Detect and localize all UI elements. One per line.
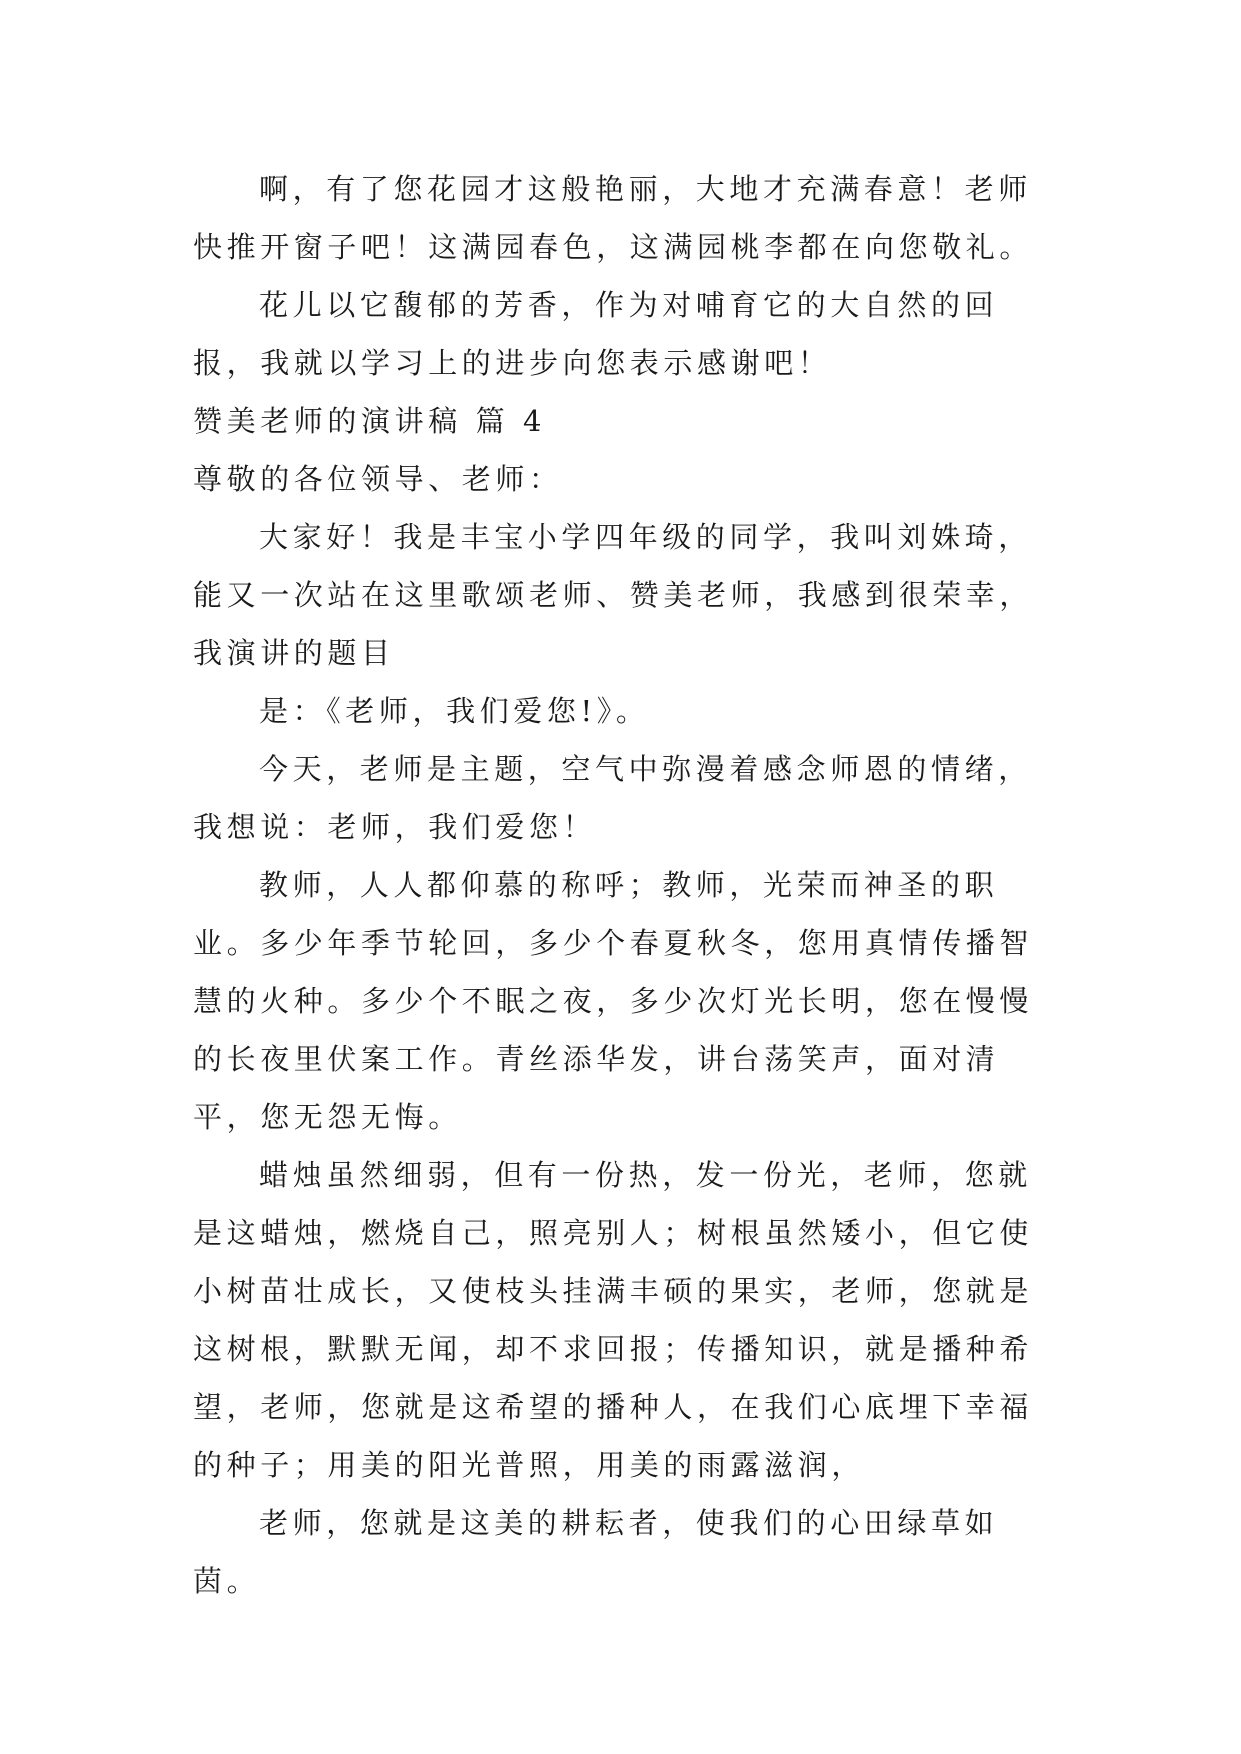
paragraph-teacher: 教师，人人都仰慕的称呼；教师，光荣而神圣的职业。多少年季节轮回，多少个春夏秋冬，您用真情传播智慧的火种。多少个不眠之夜，多少次灯光长明，您在慢慢的长夜里伏案工作。青丝添华发，讲台荡笑声，面对清平，您无怨无悔。 — [193, 868, 1034, 1134]
paragraph-candle: 蜡烛虽然细弱，但有一份热，发一份光，老师，您就是这蜡烛，燃烧自己，照亮别人；树根虽然矮小，但它使小树苗壮成长，又使枝头挂满丰硕的果实，老师，您就是这树根，默默无闻，却不求回报；传播知识，就是播种希望，老师，您就是这希望的播种人，在我们心底埋下幸福的种子；用美的阳光普照，用美的雨露滋润， — [193, 1158, 1034, 1482]
paragraph-topic: 是：《老师，我们爱您!》。 — [259, 694, 650, 728]
salutation: 尊敬的各位领导、老师： — [193, 462, 563, 496]
section-title: 赞美老师的演讲稿 篇 4 — [193, 404, 547, 438]
paragraph-1: 啊，有了您花园才这般艳丽，大地才充满春意！老师快推开窗子吧！这满园春色，这满园桃李都在向您敬礼。 — [193, 172, 1034, 264]
paragraph-2: 花儿以它馥郁的芳香，作为对哺育它的大自然的回报，我就以学习上的进步向您表示感谢吧！ — [193, 288, 999, 380]
paragraph-greeting: 大家好！我是丰宝小学四年级的同学，我叫刘姝琦，能又一次站在这里歌颂老师、赞美老师，我感到很荣幸，我演讲的题目 — [193, 520, 1034, 670]
paragraph-today: 今天，老师是主题，空气中弥漫着感念师恩的情绪，我想说：老师，我们爱您！ — [193, 752, 1032, 844]
document-page — [193, 160, 1063, 1610]
paragraph-cultivator: 老师，您就是这美的耕耘者，使我们的心田绿草如茵。 — [193, 1506, 999, 1598]
